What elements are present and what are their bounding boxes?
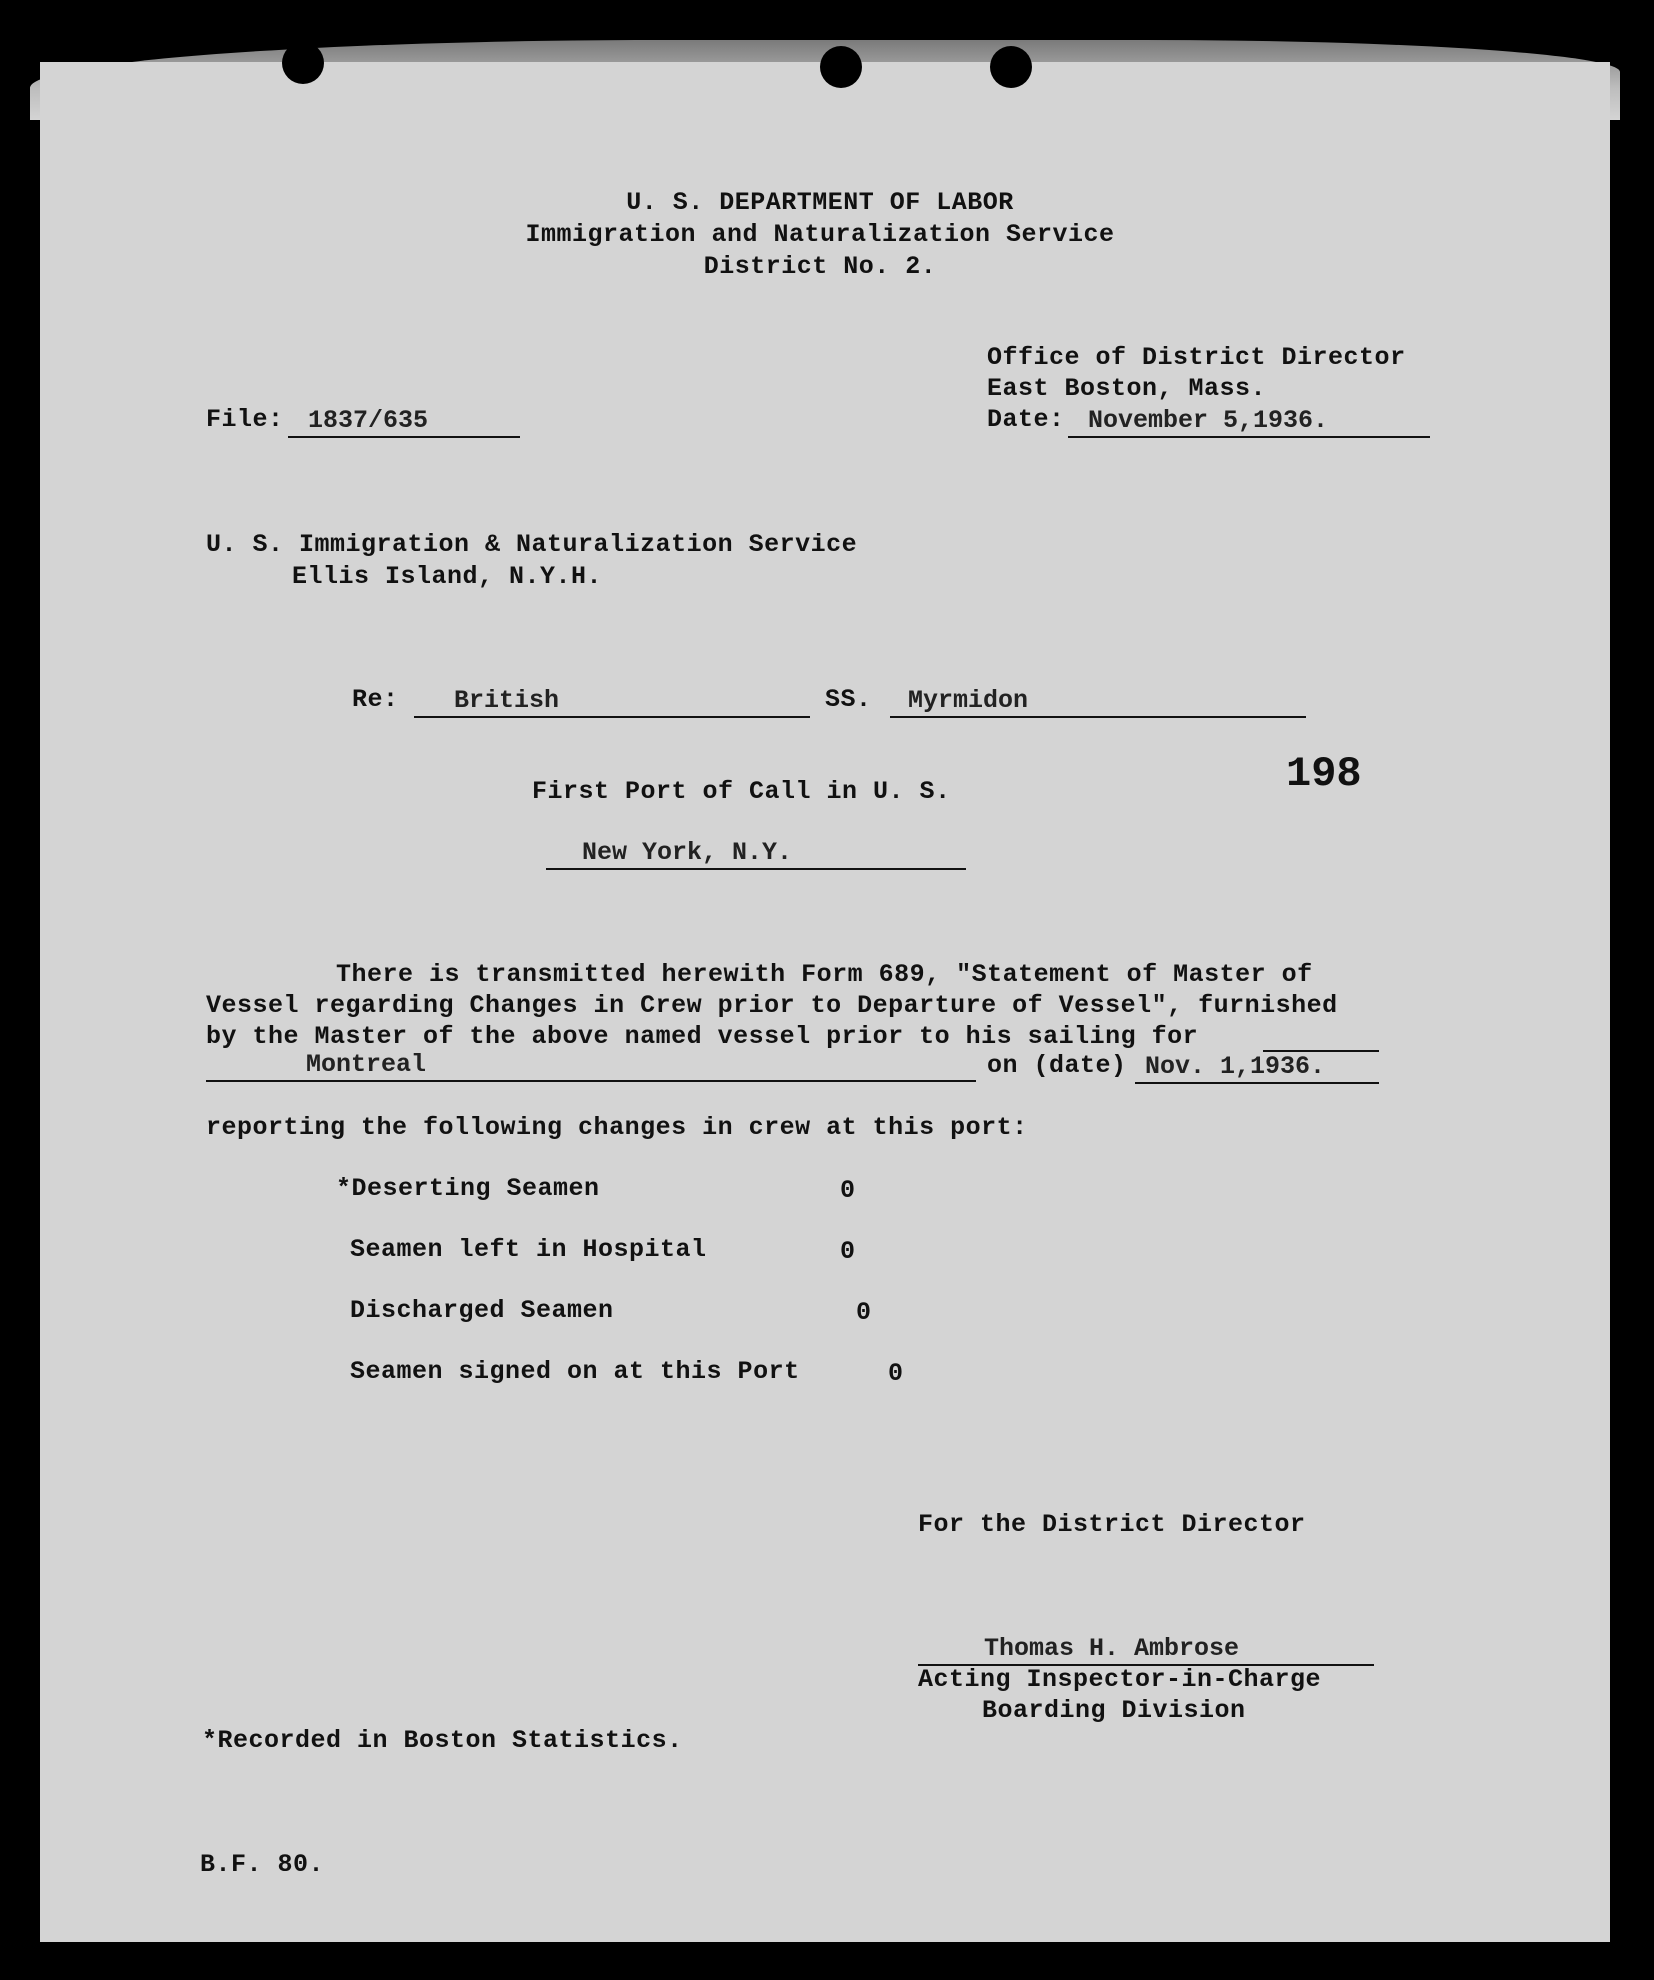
date-label: Date:: [987, 405, 1065, 434]
sail-date: Nov. 1,1936.: [1135, 1052, 1379, 1084]
body-line-3: by the Master of the above named vessel prior to his sailing for: [206, 1022, 1199, 1051]
addressee-location: Ellis Island, N.Y.H.: [292, 562, 603, 591]
stamp-number: 198: [1286, 750, 1362, 798]
header-department: U. S. DEPARTMENT OF LABOR: [626, 188, 1014, 217]
signature-division: Boarding Division: [982, 1696, 1246, 1725]
change-label: Seamen left in Hospital: [350, 1235, 707, 1264]
re-label: Re:: [352, 685, 399, 714]
change-value: 0: [840, 1176, 856, 1205]
change-label: Discharged Seamen: [350, 1296, 614, 1325]
signature-for: For the District Director: [918, 1510, 1306, 1539]
blank-line: [1263, 1020, 1379, 1052]
header-district: District No. 2.: [703, 252, 937, 281]
body-line-5: reporting the following changes in crew at this port:: [206, 1113, 1028, 1142]
date-value: November 5,1936.: [1068, 406, 1430, 438]
form-id: B.F. 80.: [200, 1850, 325, 1879]
change-value: 0: [840, 1237, 856, 1266]
change-label: Seamen signed on at this Port: [350, 1357, 800, 1386]
change-value: 0: [888, 1359, 904, 1388]
footnote: *Recorded in Boston Statistics.: [202, 1726, 683, 1755]
addressee-service: U. S. Immigration & Naturalization Service: [206, 530, 858, 559]
office-title: Office of District Director: [987, 343, 1406, 372]
body-line-2: Vessel regarding Changes in Crew prior to Departure of Vessel", furnished: [206, 991, 1338, 1020]
signature-name: Thomas H. Ambrose: [918, 1634, 1374, 1666]
signature-title: Acting Inspector-in-Charge: [918, 1665, 1322, 1694]
destination: Montreal: [206, 1050, 976, 1082]
port-label: First Port of Call in U. S.: [532, 777, 951, 806]
on-date-label: on (date): [987, 1051, 1127, 1080]
punch-hole: [820, 46, 862, 88]
ss-label: SS.: [825, 685, 872, 714]
punch-hole: [990, 46, 1032, 88]
change-value: 0: [856, 1298, 872, 1327]
re-nationality: British: [414, 686, 810, 718]
change-label: *Deserting Seamen: [336, 1174, 600, 1203]
vessel-name: Myrmidon: [890, 686, 1306, 718]
punch-hole: [282, 42, 324, 84]
file-number: 1837/635: [288, 406, 520, 438]
body-line-1: There is transmitted herewith Form 689, "Statement of Master of: [336, 960, 1313, 989]
header-service: Immigration and Naturalization Service: [525, 220, 1115, 249]
file-label: File:: [206, 405, 284, 434]
office-location: East Boston, Mass.: [987, 374, 1267, 403]
port-value: New York, N.Y.: [546, 838, 966, 870]
